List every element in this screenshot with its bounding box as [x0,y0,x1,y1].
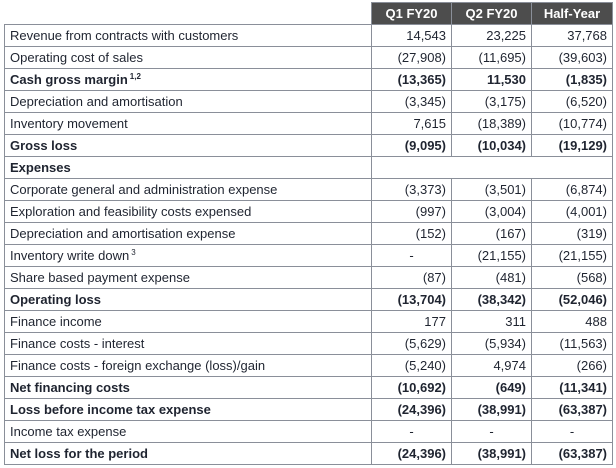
value-cell-half-year: (568) [532,267,613,289]
row-label: Gross loss [10,138,78,153]
row-label-cell [5,47,372,69]
value-cell-q2: (18,389) [452,113,532,135]
row-label: Expenses [10,160,71,175]
row-label-cell [5,333,372,355]
table-row [5,421,613,443]
table-header [5,3,613,25]
value-cell-q1: (24,396) [372,399,452,421]
row-label: Operating cost of sales [10,50,143,65]
table-row [5,25,613,47]
value-cell-q1: (13,704) [372,289,452,311]
row-label-cell [5,377,372,399]
value-cell-q2: (21,155) [452,245,532,267]
table-row [5,69,613,91]
row-label: Inventory movement [10,116,128,131]
value-cell-half-year: (10,774) [532,113,613,135]
table-row [5,201,613,223]
table-row [5,355,613,377]
row-label: Cash gross margin [10,72,128,87]
row-label: Finance income [10,314,102,329]
row-label-cell [5,179,372,201]
financial-table [4,2,613,465]
value-cell-half-year: 488 [532,311,613,333]
financial-table-container [4,2,612,465]
table-row [5,333,613,355]
row-label: Corporate general and administration expense [10,182,278,197]
row-label-cell [5,157,372,179]
value-cell-half-year: (52,046) [532,289,613,311]
table-row [5,377,613,399]
row-label: Depreciation and amortisation [10,94,183,109]
table-row [5,135,613,157]
value-cell-half-year: (63,387) [532,399,613,421]
value-cell-q2: - [452,421,532,443]
row-label-cell [5,135,372,157]
value-cell-half-year: (11,563) [532,333,613,355]
row-label: Income tax expense [10,424,127,439]
value-cell-half-year: 37,768 [532,25,613,47]
row-label: Net loss for the period [10,446,148,461]
value-cell-q2: (5,934) [452,333,532,355]
value-cell-q1: - [372,421,452,443]
value-cell-q2: (167) [452,223,532,245]
value-cell-q2: (11,695) [452,47,532,69]
table-row [5,245,613,267]
row-label-cell [5,289,372,311]
row-label-cell [5,267,372,289]
header-blank-cell [5,3,372,25]
row-label-cell [5,399,372,421]
value-cell-q1: (5,240) [372,355,452,377]
row-label-cell [5,245,372,267]
row-label: Operating loss [10,292,102,307]
table-row [5,399,613,421]
row-label-cell [5,69,372,91]
value-cell-q2: (3,501) [452,179,532,201]
value-cell-q1: 177 [372,311,452,333]
value-cell-q2: (38,991) [452,399,532,421]
value-cell-q1: (24,396) [372,443,452,465]
table-row [5,179,613,201]
value-cell-half-year: (4,001) [532,201,613,223]
value-cell-q1: (5,629) [372,333,452,355]
row-label-cell [5,355,372,377]
column-header-q1: Q1 FY20 [372,3,452,25]
value-cell-q2: 4,974 [452,355,532,377]
value-cell-half-year: (266) [532,355,613,377]
value-cell-q2: (10,034) [452,135,532,157]
value-cell-q1: (152) [372,223,452,245]
row-label-cell [5,421,372,443]
table-row [5,91,613,113]
value-cell-half-year: - [532,421,613,443]
row-label: Net financing costs [10,380,130,395]
footnote-marker: 3 [131,247,136,257]
table-row [5,223,613,245]
row-label: Finance costs - foreign exchange (loss)/gain [10,358,266,373]
value-cell-q1: (3,373) [372,179,452,201]
row-label-cell [5,311,372,333]
value-cell-q2: (649) [452,377,532,399]
value-cell-q1: (27,908) [372,47,452,69]
row-label-cell [5,201,372,223]
footnote-marker: 1,2 [129,71,141,81]
value-cell-q1: 7,615 [372,113,452,135]
table-row [5,157,613,179]
value-cell-q1: (10,692) [372,377,452,399]
row-label-cell [5,443,372,465]
table-body [5,25,613,465]
value-cell-q2: (3,004) [452,201,532,223]
row-label: Loss before income tax expense [10,402,211,417]
value-cell-q1: (9,095) [372,135,452,157]
table-row [5,267,613,289]
table-row [5,113,613,135]
row-label-cell [5,91,372,113]
value-cell-q1: - [372,245,452,267]
value-cell-q2: 311 [452,311,532,333]
value-cell-half-year: (19,129) [532,135,613,157]
value-cell-half-year: (6,874) [532,179,613,201]
value-cell-half-year: (39,603) [532,47,613,69]
table-row [5,443,613,465]
row-label: Finance costs - interest [10,336,145,351]
value-cell-half-year: (319) [532,223,613,245]
value-cell-q2: (38,342) [452,289,532,311]
row-label: Inventory write down [10,248,130,263]
column-header-q2: Q2 FY20 [452,3,532,25]
value-cell-half-year: (6,520) [532,91,613,113]
value-cell-q2: 11,530 [452,69,532,91]
value-cell-q1 [372,157,452,179]
value-cell-q1: (3,345) [372,91,452,113]
value-cell-q1: (87) [372,267,452,289]
value-cell-half-year: (63,387) [532,443,613,465]
row-label: Revenue from contracts with customers [10,28,239,43]
header-row [5,3,613,25]
row-label: Exploration and feasibility costs expensed [10,204,252,219]
value-cell-q2: (481) [452,267,532,289]
value-cell-q2: (3,175) [452,91,532,113]
value-cell-q1: (997) [372,201,452,223]
value-cell-half-year: (1,835) [532,69,613,91]
table-row [5,47,613,69]
value-cell-half-year: (21,155) [532,245,613,267]
table-row [5,311,613,333]
row-label-cell [5,25,372,47]
value-cell-q2: (38,991) [452,443,532,465]
row-label: Share based payment expense [10,270,190,285]
value-cell-q1: (13,365) [372,69,452,91]
column-header-half-year: Half-Year [532,3,613,25]
value-cell-half-year: (11,341) [532,377,613,399]
row-label: Depreciation and amortisation expense [10,226,236,241]
value-cell-q1: 14,543 [372,25,452,47]
row-label-cell [5,113,372,135]
value-cell-half-year [532,157,613,179]
value-cell-q2: 23,225 [452,25,532,47]
row-label-cell [5,223,372,245]
table-row [5,289,613,311]
value-cell-q2 [452,157,532,179]
